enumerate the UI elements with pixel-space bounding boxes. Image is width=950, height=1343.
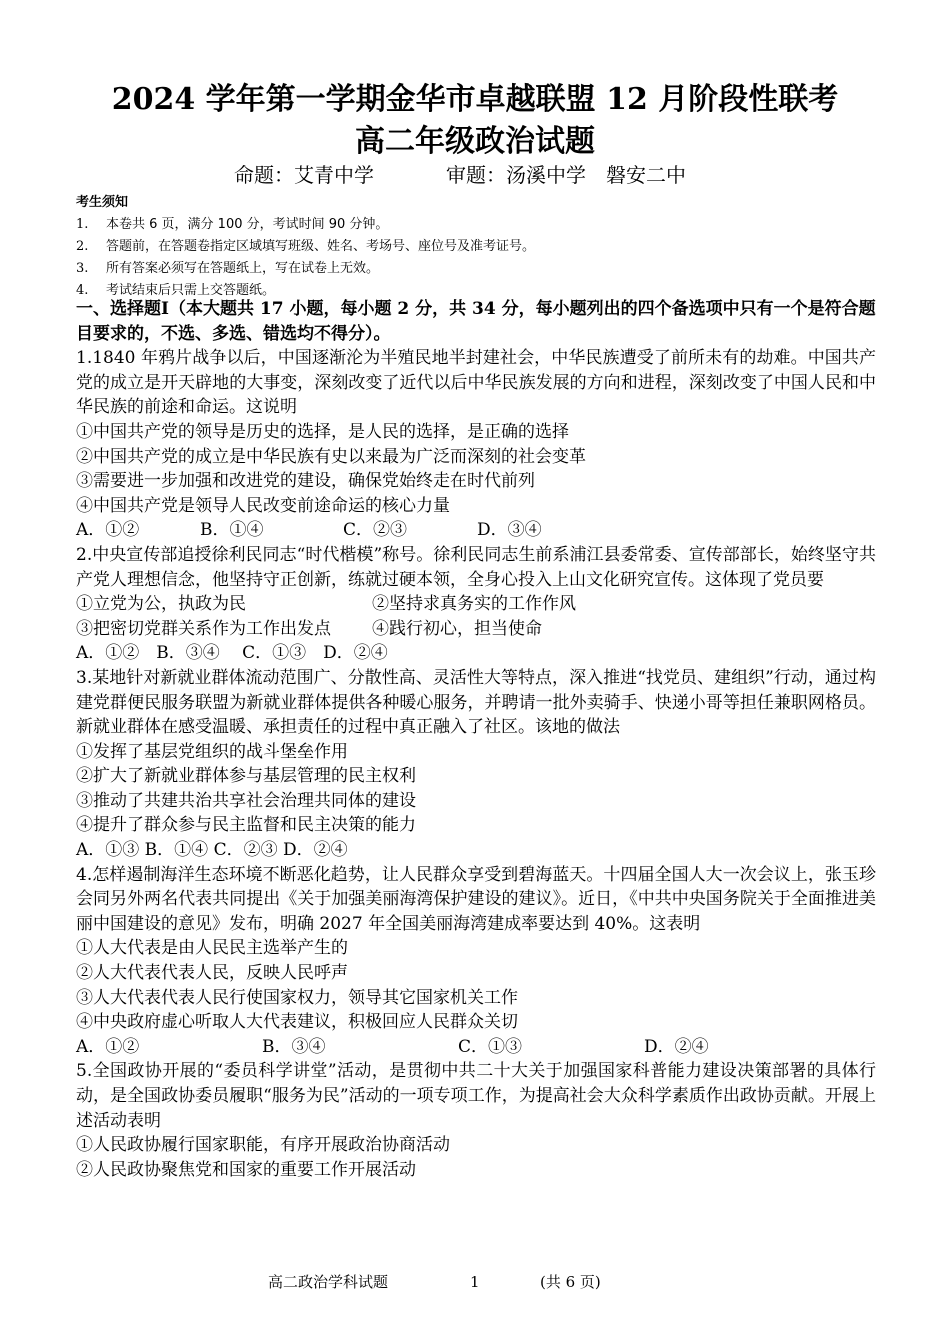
answer-choice: A．①②	[76, 520, 140, 541]
question-option: ②扩大了新就业群体参与基层管理的民主权利	[76, 766, 416, 787]
question-option: ④中国共产党是领导人民改变前途命运的核心力量	[76, 495, 450, 516]
answer-choices	[76, 1035, 876, 1060]
question-option-row	[76, 592, 876, 617]
answer-choice: C．①③	[458, 1036, 523, 1057]
notice-item: 2. 答题前，在答题卷指定区域填写班级、姓名、考场号、座位号及准考证号。	[76, 239, 536, 254]
exam-content	[76, 297, 876, 1182]
question-option: ③需要进一步加强和改进党的建设，确保党始终走在时代前列	[76, 471, 535, 492]
question-option: ②人民政协聚焦党和国家的重要工作开展活动	[76, 1159, 416, 1180]
candidate-notice	[76, 192, 876, 302]
setter: 命题：艾青中学	[234, 163, 374, 187]
question-option: ④践行初心，担当使命	[372, 618, 542, 639]
notice-item: 3. 所有答案必须写在答题纸上，写在试卷上无效。	[76, 261, 380, 276]
question-stem: 2.中央宣传部追授徐利民同志“时代楷模”称号。徐利民同志生前系浦江县委常委、宣传部部长，始终坚守共产党人理想信念，他坚持守正创新，练就过硬本领，全身心投入上山文化研究宣传。这体现了党员要	[76, 544, 876, 590]
question-option: ②人大代表代表人民，反映人民呼声	[76, 963, 348, 984]
answer-choice: A．①②	[76, 1036, 140, 1057]
question-option: ③把密切党群关系作为工作出发点	[76, 618, 331, 639]
question-stem: 5.全国政协开展的“委员科学讲堂”活动，是贯彻中共二十大关于加强国家科普能力建设决策部署的具体行动，是全国政协委员履职“服务为民”活动的一项专项工作，为提高社会大众科学素质作出政协贡献。开展上述活动表明	[76, 1061, 876, 1131]
question-option: ①发挥了基层党组织的战斗堡垒作用	[76, 741, 348, 762]
answer-choices: A．①② B．③④ C．①③ D．②④	[76, 643, 388, 664]
question-option: ①人民政协履行国家职能，有序开展政治协商活动	[76, 1135, 450, 1156]
reviewer: 审题：汤溪中学 磐安二中	[446, 163, 686, 187]
question-option-row	[76, 617, 876, 642]
authors-line	[234, 160, 834, 190]
question-option: ③人大代表代表人民行使国家权力，领导其它国家机关工作	[76, 987, 518, 1008]
answer-choice: B．①④	[200, 520, 264, 541]
question-stem: 1.1840 年鸦片战争以后，中国逐渐沦为半殖民地半封建社会，中华民族遭受了前所未有的劫难。中国共产党的成立是开天辟地的大事变，深刻改变了近代以后中华民族发展的方向和进程，深刻改变了中国人民和中华民族的前途和命运。这说明	[76, 348, 876, 418]
section-heading: 一、选择题Ⅰ（本大题共 17 小题，每小题 2 分，共 34 分，每小题列出的四个备选项中只有一个是符合题目要求的，不选、多选、错选均不得分）。	[76, 299, 876, 344]
answer-choices	[76, 518, 876, 543]
answer-choice: C．②③	[343, 520, 408, 541]
notice-heading: 考生须知	[76, 195, 129, 210]
question-option: ②坚持求真务实的工作作风	[372, 594, 576, 615]
exam-subtitle: 高二年级政治试题	[355, 124, 595, 159]
answer-choice: B．③④	[262, 1036, 326, 1057]
question-option: ②中国共产党的成立是中华民族有史以来最为广泛而深刻的社会变革	[76, 446, 586, 467]
footer-subject: 高二政治学科试题	[268, 1273, 389, 1291]
exam-title: 2024 学年第一学期金华市卓越联盟 12 月阶段性联考	[111, 82, 839, 117]
answer-choice: D．③④	[477, 520, 542, 541]
question-option: ④中央政府虚心听取人大代表建议，积极回应人民群众关切	[76, 1012, 518, 1033]
question-option: ④提升了群众参与民主监督和民主决策的能力	[76, 815, 416, 836]
question-option: ①立党为公，执政为民	[76, 594, 246, 615]
question-stem: 4.怎样遏制海洋生态环境不断恶化趋势，让人民群众享受到碧海蓝天。十四届全国人大一次会议上，张玉珍会同另外两名代表共同提出《关于加强美丽海湾保护建设的建议》。近日，《中共中央国务院关于全面推进美丽中国建设的意见》发布，明确 2027 年全国美丽海湾建成率要达到 40%。这表明	[76, 864, 876, 934]
question-option: ③推动了共建共治共享社会治理共同体的建设	[76, 790, 416, 811]
notice-item: 4. 考试结束后只需上交答题纸。	[76, 283, 276, 298]
question-option: ①人大代表是由人民民主选举产生的	[76, 938, 348, 959]
answer-choices: A．①③ B．①④ C．②③ D．②④	[76, 840, 348, 861]
question-option: ①中国共产党的领导是历史的选择，是人民的选择，是正确的选择	[76, 421, 569, 442]
question-stem: 3.某地针对新就业群体流动范围广、分散性高、灵活性大等特点，深入推进“找党员、建组织”行动，通过构建党群便民服务联盟为新就业群体提供各种暖心服务，并聘请一批外卖骑手、快递小哥等担任兼职网格员。新就业群体在感受温暖、承担责任的过程中真正融入了社区。该地的做法	[76, 667, 876, 738]
footer-page-number: 1	[470, 1273, 480, 1291]
page-footer	[0, 1268, 950, 1296]
answer-choice: D．②④	[644, 1036, 709, 1057]
notice-item: 1. 本卷共 6 页，满分 100 分，考试时间 90 分钟。	[76, 217, 389, 232]
footer-total-pages: (共 6 页)	[540, 1273, 601, 1291]
